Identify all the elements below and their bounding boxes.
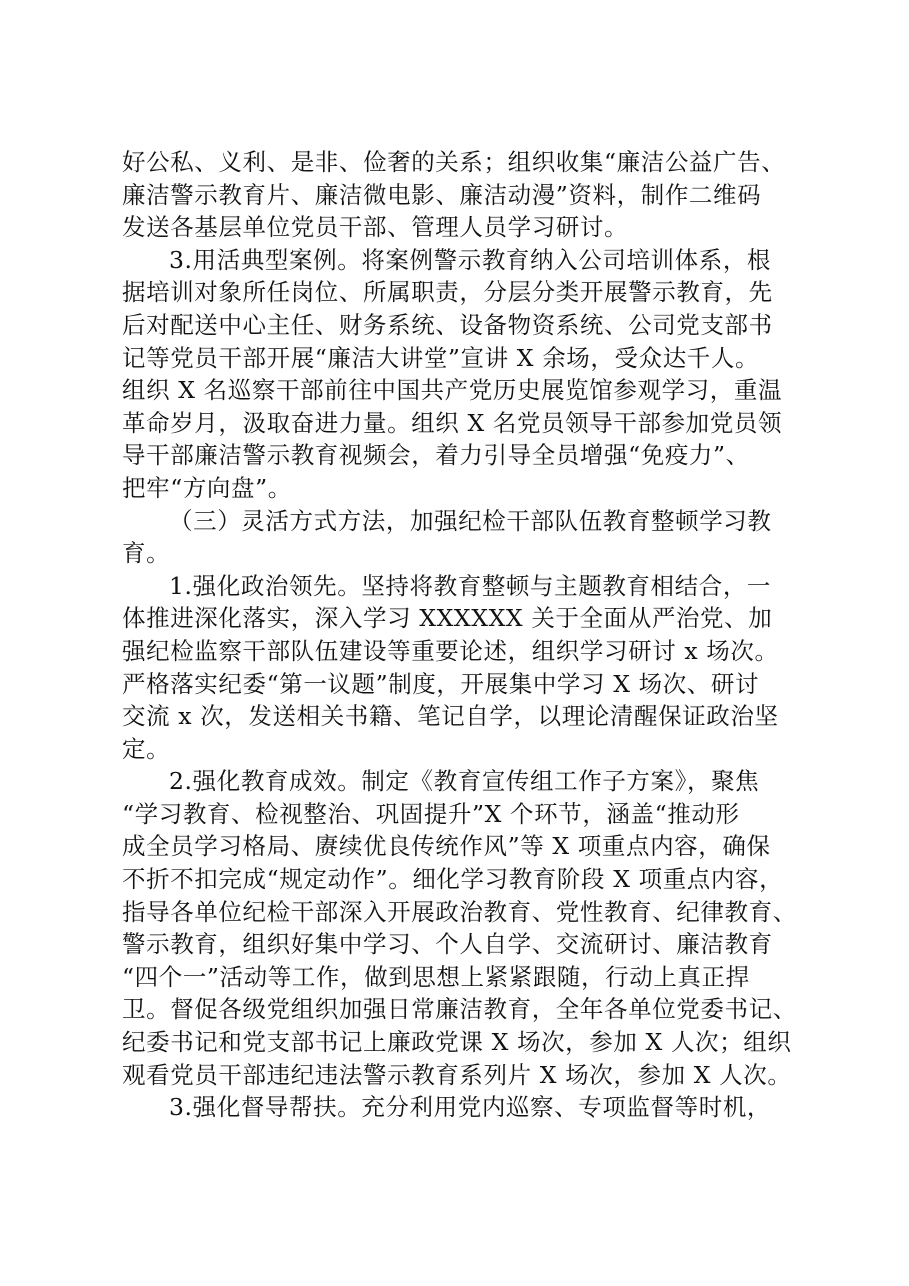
text-line: “学习教育、检视整治、巩固提升”X 个环节，涵盖“推动形 bbox=[122, 799, 740, 828]
text-line: 革命岁月，汲取奋进力量。组织 X 名党员领导干部参加党员领 bbox=[122, 408, 783, 437]
text-line: 强纪检监察干部队伍建设等重要论述，组织学习研讨 x 场次。 bbox=[122, 636, 779, 665]
paragraph-4 bbox=[122, 570, 798, 766]
text-line: 记等党员干部开展“廉洁大讲堂”宣讲 X 余场，受众达千人。 bbox=[122, 343, 760, 372]
text-line: 廉洁警示教育片、廉洁微电影、廉洁动漫”资料，制作二维码 bbox=[122, 180, 762, 209]
text-line: 体推进深化落实，深入学习 XXXXXX 关于全面从严治党、加 bbox=[122, 604, 773, 633]
text-line: 指导各单位纪检干部深入开展政治教育、党性教育、纪律教育、 bbox=[122, 897, 797, 926]
text-line: 发送各基层单位党员干部、管理人员学习研讨。 bbox=[122, 213, 629, 242]
paragraph-5 bbox=[122, 765, 798, 1091]
text-line: 把牢“方向盘”。 bbox=[122, 473, 292, 502]
text-line: 好公私、义利、是非、俭奢的关系；组织收集“廉洁公益广告、 bbox=[122, 148, 786, 176]
text-line: 2.强化教育成效。制定《教育宣传组工作子方案》，聚焦 bbox=[169, 767, 760, 796]
text-line: 卫。督促各级党组织加强日常廉洁教育，全年各单位党委书记、 bbox=[122, 995, 797, 1024]
section-heading bbox=[122, 505, 798, 570]
text-line: 1.强化政治领先。坚持将教育整顿与主题教育相结合，一 bbox=[169, 571, 772, 600]
text-line: 定。 bbox=[122, 734, 171, 763]
text-line: 纪委书记和党支部书记上廉政党课 X 场次，参加 X 人次；组织 bbox=[122, 1028, 792, 1057]
text-line: 导干部廉洁警示教育视频会，着力引导全员增强“免疫力”、 bbox=[122, 441, 750, 470]
text-line: （三）灵活方式方法，加强纪检干部队伍教育整顿学习教 bbox=[169, 506, 772, 535]
text-line: 育。 bbox=[122, 539, 171, 568]
text-line: 3.用活典型案例。将案例警示教育纳入公司培训体系，根 bbox=[169, 245, 772, 274]
text-line: 组织 X 名巡察干部前往中国共产党历史展览馆参观学习，重温 bbox=[122, 376, 783, 405]
paragraph-6 bbox=[122, 1091, 798, 1124]
document-body bbox=[122, 146, 798, 1124]
text-line: 警示教育，组织好集中学习、个人自学、交流研讨、廉洁教育 bbox=[122, 930, 773, 959]
text-line: 后对配送中心主任、财务系统、设备物资系统、公司党支部书 bbox=[122, 310, 773, 339]
text-line: 交流 x 次，发送相关书籍、笔记自学，以理论清醒保证政治坚 bbox=[122, 702, 779, 731]
text-line: “四个一”活动等工作，做到思想上紧紧跟随，行动上真正捍 bbox=[122, 962, 750, 991]
text-line: 成全员学习格局、赓续优良传统作风”等 X 项重点内容，确保 bbox=[122, 832, 771, 861]
text-line: 3.强化督导帮扶。充分利用党内巡察、专项监督等时机， bbox=[169, 1093, 772, 1122]
paragraph-1 bbox=[122, 146, 798, 244]
text-line: 不折不扣完成“规定动作”。细化学习教育阶段 X 项重点内容， bbox=[122, 865, 784, 894]
text-line: 严格落实纪委“第一议题”制度，开展集中学习 X 场次、研讨 bbox=[122, 669, 760, 698]
paragraph-2 bbox=[122, 244, 798, 505]
text-line: 据培训对象所任岗位、所属职责，分层分类开展警示教育，先 bbox=[122, 278, 773, 307]
text-line: 观看党员干部违纪违法警示教育系列片 X 场次，参加 X 人次。 bbox=[122, 1060, 792, 1089]
